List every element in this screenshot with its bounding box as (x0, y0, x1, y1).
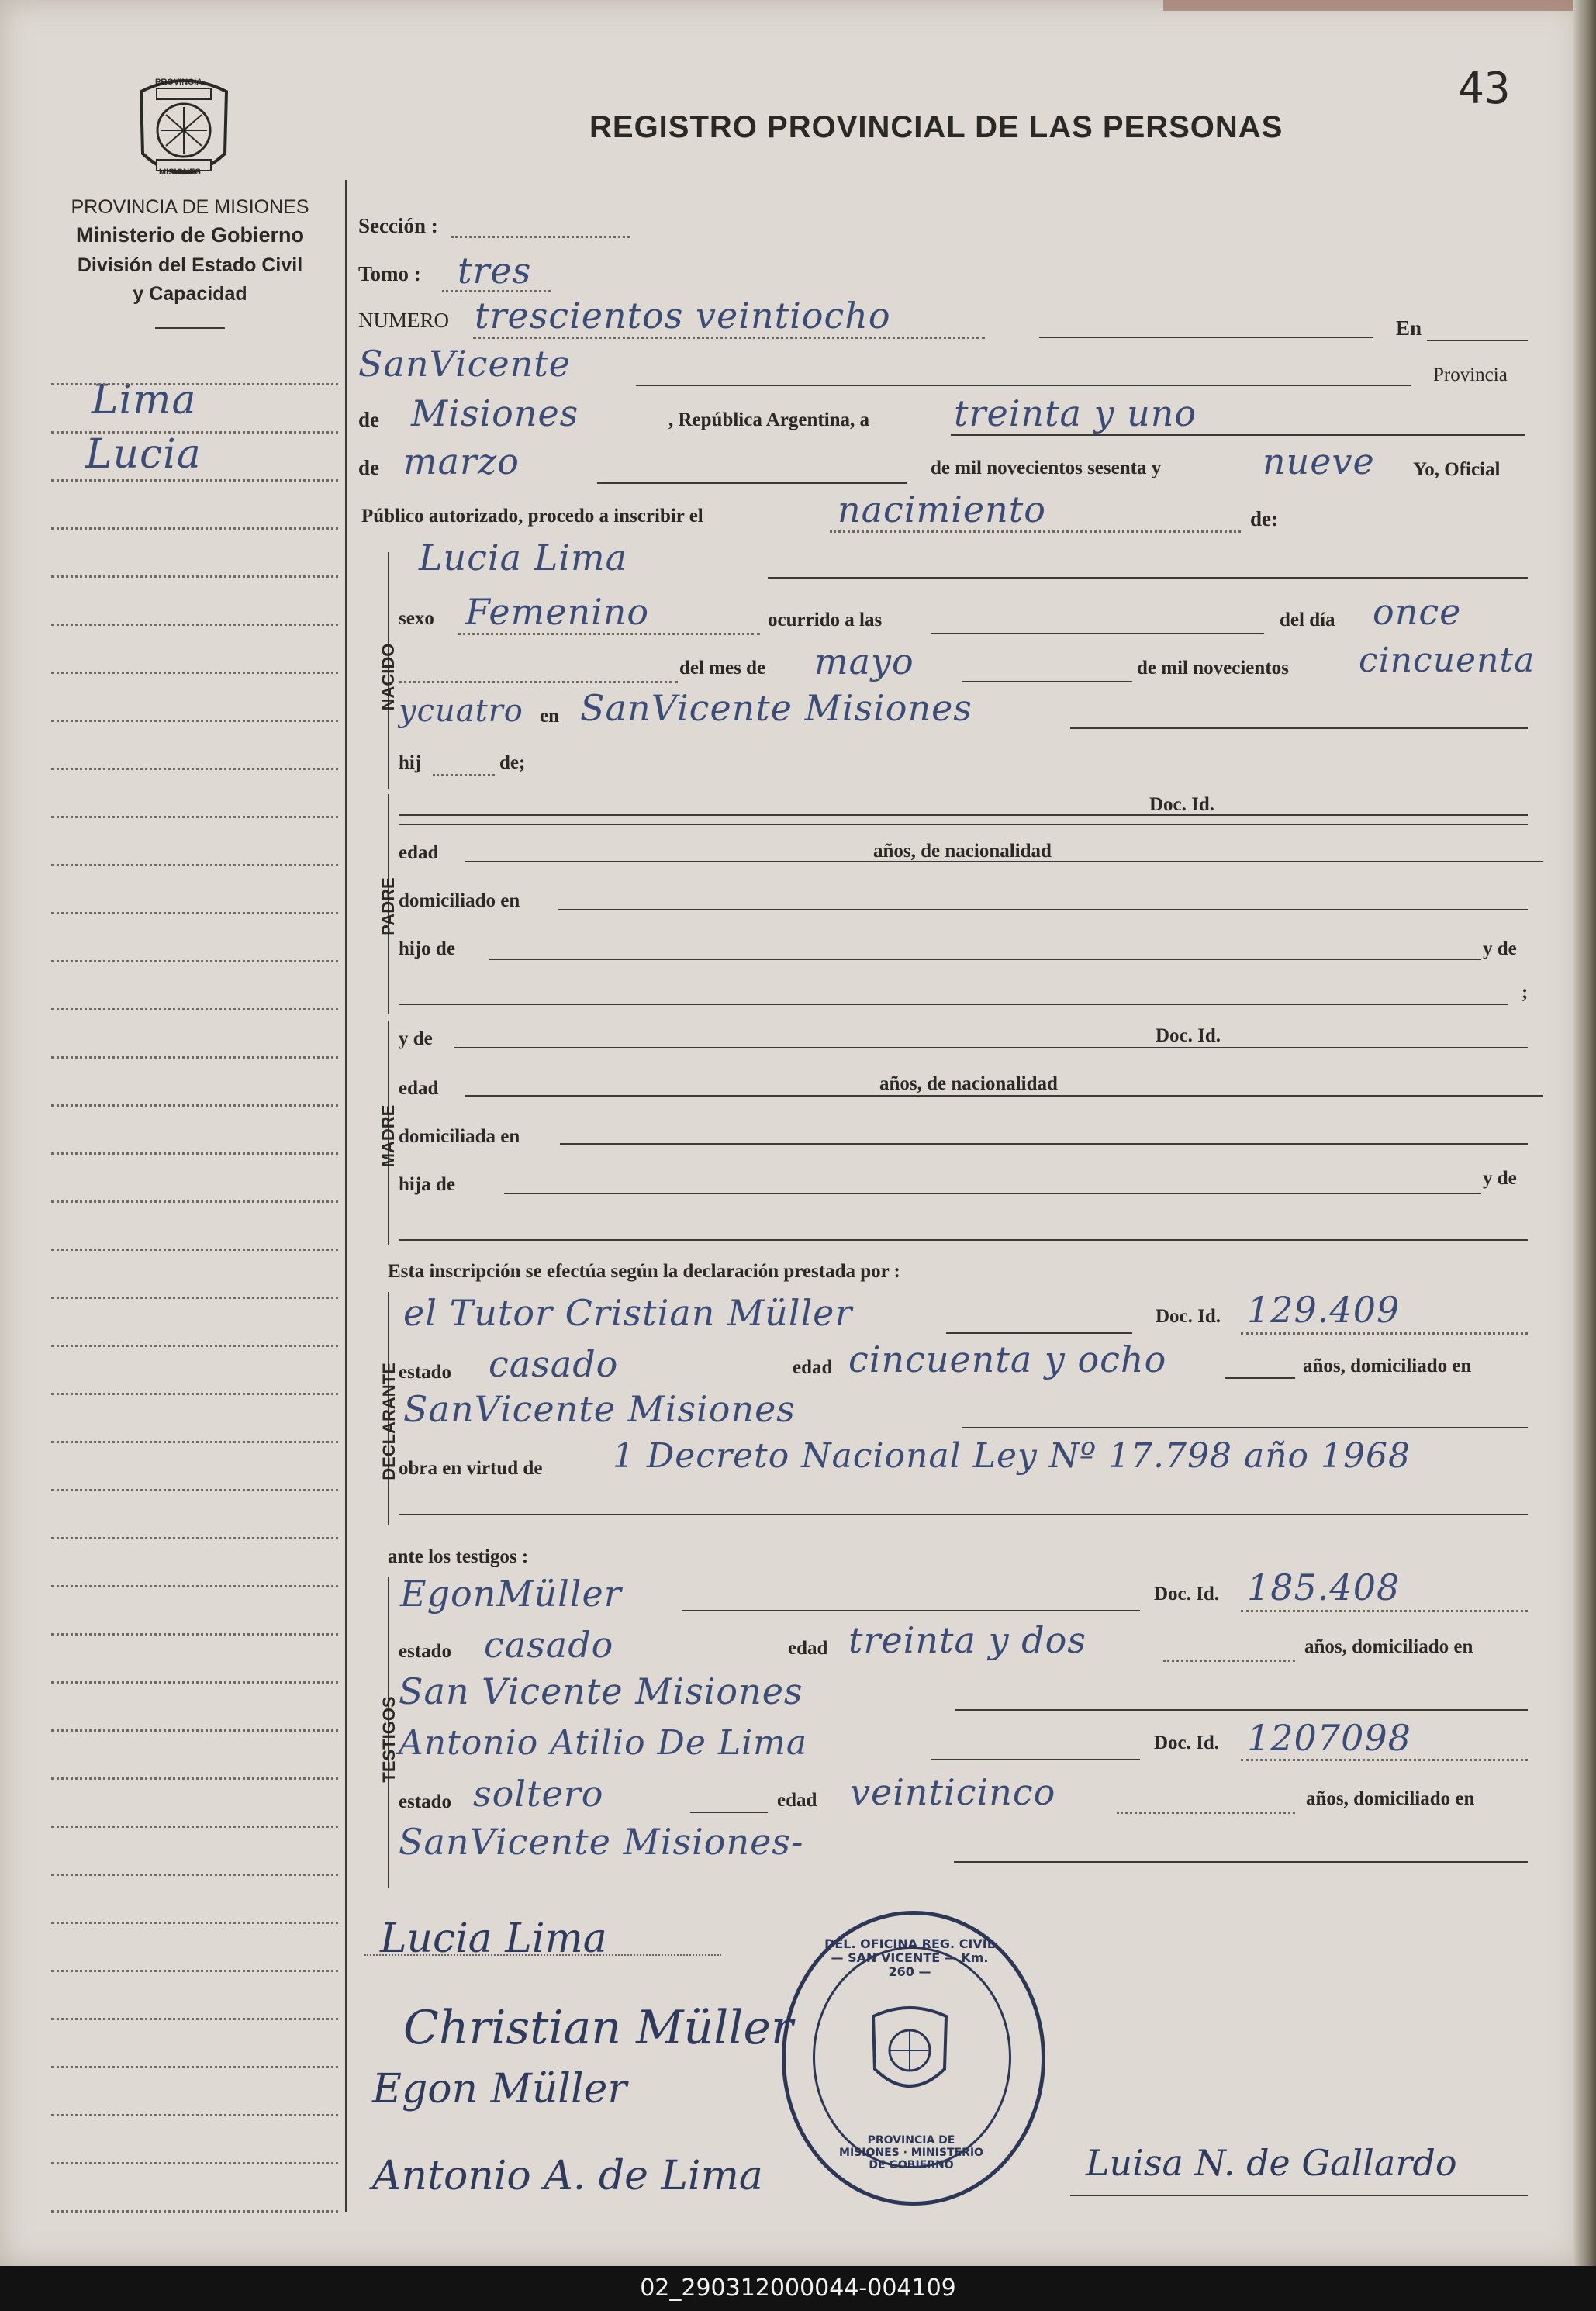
signature-officer: Luisa N. de Gallardo (1086, 2142, 1457, 2184)
sexo-line (458, 633, 760, 635)
testigo1-name: EgonMüller (400, 1573, 622, 1615)
footer-caption: 02_290312000044-004109 (640, 2275, 956, 2302)
padre-hijo-line (489, 959, 1481, 960)
de3-label: de: (1250, 507, 1278, 530)
padre-y-de-label: y de (1483, 938, 1517, 959)
crest-text-bottom: MISIONES (159, 168, 201, 177)
margin-ruled-line (51, 1970, 338, 1972)
margin-ruled-line (51, 1489, 338, 1491)
declarante-doc-label: Doc. Id. (1156, 1306, 1221, 1327)
stamp-bottom-text: PROVINCIA DE MISIONES · MINISTERIO DE GOBIERNO (839, 2134, 983, 2171)
testigo2-estado-line (690, 1812, 768, 1813)
month-line (597, 482, 907, 484)
margin-ruled-line (51, 2114, 338, 2116)
dia-value: once (1373, 591, 1462, 633)
declarante-domicilio-line (962, 1427, 1528, 1428)
testigo2-name: Antonio Atilio De Lima (399, 1723, 808, 1763)
madre-y-de2-label: y de (1483, 1168, 1517, 1189)
madre-hija-label: hija de (399, 1174, 455, 1195)
seccion-line (451, 236, 630, 238)
padre-edad-label: edad (399, 842, 439, 863)
margin-ruled-line (51, 1874, 338, 1876)
margin-ruled-line (51, 2210, 338, 2213)
lugar-value: SanVicente Misiones (580, 687, 972, 729)
numero-label: NUMERO (358, 309, 450, 332)
stamp-crest-icon (867, 2004, 952, 2097)
testigo1-doc-label: Doc. Id. (1154, 1584, 1220, 1605)
signature-line-1 (364, 1954, 721, 1956)
madre-edad-label: edad (399, 1078, 439, 1099)
margin-ruled-line (51, 624, 338, 626)
declarante-edad-value: cincuenta y ocho (848, 1339, 1167, 1380)
margin-ruled-line (51, 2066, 338, 2068)
anio-value-continued: ycuatro (399, 693, 523, 729)
signature-witness-1: Egon Müller (372, 2066, 627, 2112)
margin-ruled-line (51, 1056, 338, 1059)
declarante-doc-value: 129.409 (1247, 1289, 1401, 1331)
ocurrido-line (931, 633, 1264, 634)
numero-dots (473, 337, 985, 339)
tomo-line (442, 290, 551, 292)
declarante-obra-value: 1 Decreto Nacional Ley Nº 17.798 año 1968 (613, 1436, 1411, 1476)
declarante-section-label: DECLARANTE (379, 1363, 399, 1480)
margin-ruled-line (51, 2018, 338, 2020)
madre-doc-label: Doc. Id. (1156, 1025, 1221, 1046)
office-capacity: y Capacidad (133, 283, 247, 305)
numero-line (1039, 337, 1373, 338)
publico-label: Público autorizado, procedo a inscribir el (361, 506, 703, 527)
margin-ruled-line (51, 1633, 338, 1636)
en-line (1427, 340, 1528, 341)
office-division: División del Estado Civil (77, 254, 303, 276)
margin-surname: Lima (92, 377, 197, 423)
oficial-label: Yo, Oficial (1413, 459, 1501, 480)
mes-label: del mes de (679, 658, 766, 679)
margin-ruled-line (51, 768, 338, 770)
margin-ruled-line (51, 1777, 338, 1780)
signature-witness-2: Antonio A. de Lima (372, 2153, 763, 2199)
padre-hijo-label: hijo de (399, 938, 455, 959)
margin-ruled-line (51, 1393, 338, 1395)
margin-ruled-line (51, 1008, 338, 1010)
del-dia-label: del día (1280, 610, 1335, 630)
declarante-estado-value: casado (489, 1343, 619, 1385)
provincia-label: Provincia (1433, 364, 1508, 385)
signature-officer-line (1070, 2195, 1528, 2196)
margin-ruled-line (51, 1345, 338, 1347)
act-line (830, 530, 1241, 533)
declarante-name: el Tutor Cristian Müller (403, 1292, 853, 1334)
year-label: de mil novecientos sesenta y (931, 458, 1162, 478)
madre-section-label: MADRE (378, 1104, 398, 1168)
hij-line (433, 774, 495, 776)
testigo2-domicilio-value: SanVicente Misiones- (399, 1821, 804, 1863)
testigo1-name-line (682, 1610, 1140, 1611)
margin-ruled-line (51, 1152, 338, 1155)
ocurrido-label: ocurrido a las (768, 610, 883, 630)
padre-domicilio-label: domiciliado en (399, 890, 520, 911)
testigo2-anos-label: años, domiciliado en (1306, 1788, 1475, 1809)
testigos-section-label: TESTIGOS (379, 1696, 399, 1783)
nacido-full-name: Lucia Lima (419, 537, 627, 579)
padre-nacionalidad-label: años, de nacionalidad (873, 841, 1052, 862)
nacido-name-line (768, 577, 1528, 579)
year-value: nueve (1263, 440, 1375, 482)
day-line (951, 434, 1525, 436)
place-line (636, 385, 1411, 386)
margin-ruled-line (51, 1826, 338, 1828)
declarante-intro: Esta inscripción se efectúa según la declaración prestada por : (388, 1261, 900, 1282)
margin-ruled-line (51, 1681, 338, 1684)
book-edge-right (1573, 0, 1596, 2266)
padre-end-mark: ; (1522, 982, 1529, 1003)
book-edge-top (1163, 0, 1582, 11)
anio-label: de mil novecientos (1137, 658, 1289, 679)
madre-name-line (454, 1047, 1528, 1048)
mes-line (962, 681, 1132, 682)
madre-y-de-label: y de (399, 1028, 433, 1049)
act-value: nacimiento (838, 489, 1046, 530)
testigo1-doc-value: 185.408 (1247, 1567, 1401, 1608)
seccion-label: Sección : (358, 214, 438, 237)
margin-ruled-line (51, 383, 338, 385)
padre-name-line (399, 824, 1528, 825)
margin-ruled-line (51, 527, 338, 530)
margin-ruled-line (51, 1249, 338, 1251)
testigo1-doc-line (1241, 1610, 1528, 1612)
padre-domicilio-line (558, 909, 1528, 910)
margin-ruled-line (51, 1200, 338, 1203)
madre-padres-line (399, 1239, 1528, 1241)
declarante-name-line (946, 1332, 1132, 1334)
margin-ruled-line (51, 1585, 338, 1587)
margin-name: Lucia (85, 431, 202, 478)
testigo1-estado-label: estado (399, 1641, 452, 1662)
declarante-domicilio-value: SanVicente Misiones (403, 1388, 796, 1430)
province-value: Misiones (411, 392, 579, 434)
margin-ruled-line (51, 479, 338, 482)
stamp-outer-text: DEL. OFICINA REG. CIVIL — SAN VICENTE — Km. 260 — (824, 1936, 995, 1979)
declarante-estado-label: estado (399, 1362, 452, 1383)
margin-ruled-line (51, 960, 338, 962)
hij-de-label: de; (499, 752, 526, 773)
testigo2-estado-label: estado (399, 1791, 452, 1812)
declarante-anos-label: años, domiciliado en (1303, 1356, 1472, 1377)
margin-ruled-line (51, 1441, 338, 1443)
madre-domicilio-label: domiciliada en (399, 1126, 520, 1147)
hora-line (399, 681, 678, 683)
margin-ruled-line (51, 912, 338, 914)
margin-ruled-line (51, 1104, 338, 1107)
testigo2-edad-value: veinticinco (850, 1771, 1056, 1813)
mes-value: mayo (814, 641, 914, 682)
testigo1-domicilio-line (955, 1709, 1528, 1711)
padre-section-label: PADRE (378, 877, 398, 936)
margin-ruled-line (51, 1297, 338, 1299)
republica-label: , República Argentina, a (668, 409, 870, 430)
declarante-edad-line (1225, 1377, 1295, 1379)
tomo-value: tres (458, 250, 532, 292)
lugar-line (1070, 727, 1528, 729)
signature-declarant: Christian Müller (403, 2001, 793, 2055)
place-value: SanVicente (358, 343, 572, 385)
testigo2-doc-line (1241, 1759, 1528, 1761)
testigos-intro: ante los testigos : (388, 1546, 529, 1567)
padre-doc-label: Doc. Id. (1149, 794, 1215, 815)
margin-ruled-line (51, 2162, 338, 2164)
declarante-obra-label: obra en virtud de (399, 1458, 543, 1479)
testigo2-name-line (931, 1759, 1140, 1760)
margin-divider (345, 180, 347, 2212)
testigo2-doc-value: 1207098 (1247, 1717, 1411, 1759)
margin-ruled-line (51, 864, 338, 866)
margin-ruled-line (51, 1537, 338, 1539)
de-label: de (358, 408, 379, 431)
testigo1-edad-line (1163, 1660, 1295, 1662)
numero-value: trescientos veintiocho (475, 295, 891, 337)
sexo-label: sexo (399, 608, 434, 629)
padre-madre-line (399, 1004, 1508, 1005)
padre-name-line-top (399, 814, 1528, 816)
nacido-section-label: NACIDO (378, 643, 398, 711)
testigo1-edad-value: treinta y dos (848, 1619, 1086, 1661)
en-label: En (1396, 316, 1422, 340)
margin-ruled-line (51, 431, 338, 434)
anio-value: cincuenta (1359, 641, 1536, 680)
testigo1-domicilio-value: San Vicente Misiones (399, 1670, 803, 1712)
madre-domicilio-line (560, 1143, 1528, 1145)
tomo-label: Tomo : (358, 262, 421, 285)
testigo2-estado-value: soltero (473, 1773, 604, 1815)
page-title: REGISTRO PROVINCIAL DE LAS PERSONAS (589, 110, 1283, 144)
declarante-doc-line (1241, 1332, 1528, 1335)
madre-nacionalidad-label: años, de nacionalidad (879, 1073, 1058, 1094)
hij-label: hij (399, 752, 422, 773)
lugar-en-label: en (540, 706, 559, 727)
month-value: marzo (403, 440, 520, 482)
declarante-edad-label: edad (793, 1357, 833, 1378)
madre-edad-line (465, 1095, 1543, 1097)
sexo-value: Femenino (465, 591, 650, 633)
testigo2-domicilio-line (954, 1861, 1528, 1863)
day-value: treinta y uno (954, 392, 1197, 434)
testigo2-edad-line (1117, 1812, 1295, 1814)
office-divider (155, 327, 225, 329)
madre-hija-line (504, 1193, 1481, 1194)
testigo1-edad-label: edad (788, 1638, 828, 1659)
page-number: 43 (1458, 64, 1511, 114)
testigo2-doc-label: Doc. Id. (1154, 1732, 1220, 1753)
margin-ruled-line (51, 672, 338, 674)
crest-text-top: PROVINCIA (155, 78, 203, 87)
margin-ruled-line (51, 720, 338, 722)
margin-ruled-line (51, 1922, 338, 1924)
signature-registrant: Lucia Lima (380, 1915, 607, 1962)
testigo2-edad-label: edad (777, 1790, 817, 1811)
de2-label: de (358, 456, 379, 479)
testigo1-anos-label: años, domiciliado en (1304, 1636, 1473, 1657)
declarante-obra-line (399, 1514, 1528, 1515)
margin-ruled-line (51, 816, 338, 818)
office-province: PROVINCIA DE MISIONES (71, 196, 309, 218)
testigo1-estado-value: casado (484, 1624, 614, 1666)
margin-ruled-line (51, 575, 338, 578)
office-ministry: Ministerio de Gobierno (75, 223, 305, 247)
margin-ruled-line (51, 1729, 338, 1732)
